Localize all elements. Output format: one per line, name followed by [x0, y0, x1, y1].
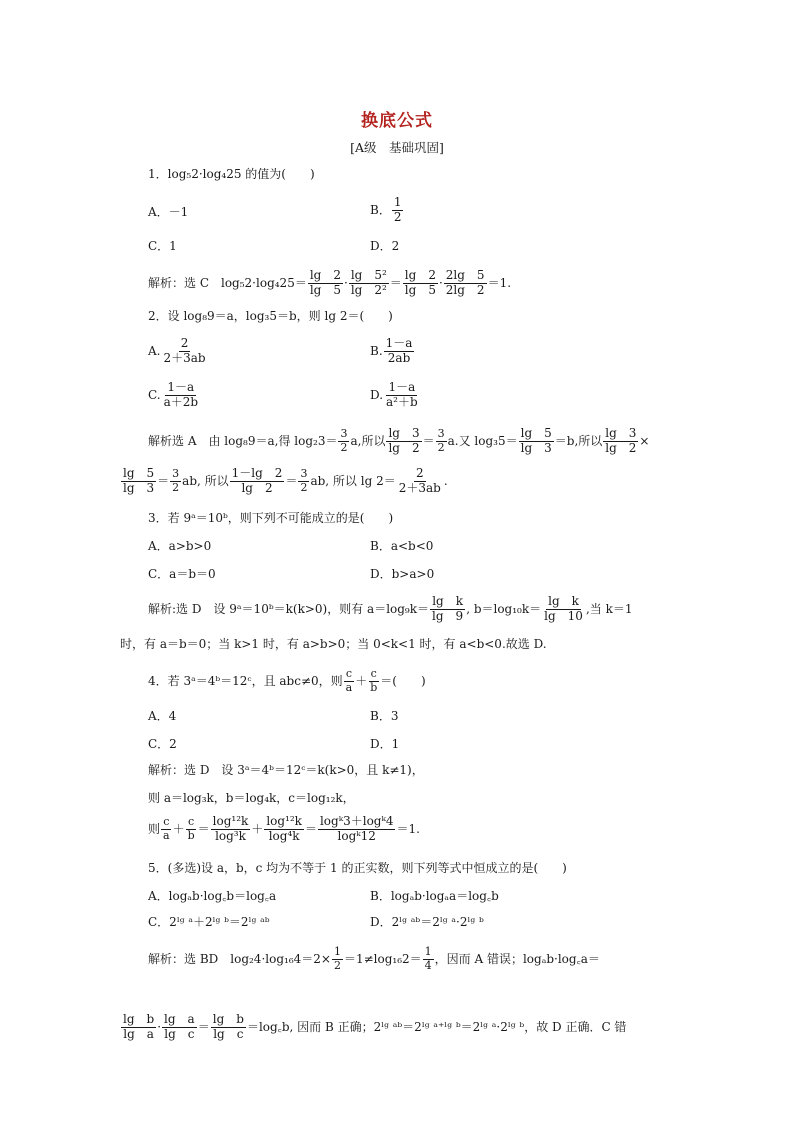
- q4-option-a: A．4: [148, 709, 177, 723]
- q2-solution-line2: $\frac{\lg 5}{\lg 3}$ ＝ $\frac{3}{2}$ ab, 所以 $\frac{1-\lg 2}{\lg 2}$ ＝ $\frac{3}{2}$ ab, 所以 lg 2＝ $\frac{2}{2+3ab}$ .: [123, 466, 448, 495]
- q5-option-c: C．2ˡᵍ ᵃ＋2ˡᵍ ᵇ＝2ˡᵍ ᵃᵇ: [148, 915, 270, 929]
- q4-option-b: B．3: [370, 709, 399, 723]
- q3-option-b: B．a<b<0: [370, 539, 434, 553]
- q1-stem: 1．log₅2·log₄25 的值为( ): [148, 167, 315, 181]
- q2-option-d: D. $\frac{1-a}{\text{a²＋b}}$: [370, 380, 418, 409]
- q4-stem: 4．若 3ᵃ＝4ᵇ＝12ᶜ，且 abc≠0，则 $\frac{c}{a}$ ＋ $\frac{c}{b}$ ＝( ): [148, 667, 426, 694]
- q1-option-b: B． $\frac{1}{2}$: [370, 195, 402, 224]
- q1-solution: 解析：选 C log₅2·log₄25＝ $\frac{\lg 2}{\lg 5}$ · $\frac{\text{lg 5²}}{\text{lg 2²}}$ ＝ $\frac{\lg 2}{\lg 5}$ · $\frac{2\lg 5}{2\lg 2}$ ＝1.: [148, 268, 512, 297]
- q5-option-b: B．logₐb·logₐa＝log꜀b: [370, 889, 499, 903]
- page-title: 换底公式: [361, 111, 433, 131]
- q4-solution-line1: 解析：选 D 设 3ᵃ＝4ᵇ＝12ᶜ＝k(k>0，且 k≠1)，: [148, 763, 424, 777]
- q4-option-d: D．1: [370, 737, 400, 751]
- q5-stem: 5．(多选)设 a，b，c 均为不等于 1 的正实数，则下列等式中恒成立的是( ): [148, 861, 567, 875]
- q3-solution-line2: 时，有 a＝b＝0；当 k>1 时，有 a>b>0；当 0<k<1 时，有 a<b<0.故选 D.: [120, 637, 547, 651]
- q5-solution-line1: 解析：选 BD log₂4·log₁₆4＝2× $\frac{1}{2}$ ＝1≠log₁₆2＝ $\frac{1}{4}$ ，因而 A 错误；logₐb·log꜀a＝: [148, 945, 600, 972]
- q2-stem: 2．设 log₈9＝a，log₃5＝b，则 lg 2＝( ): [148, 309, 393, 323]
- q2-option-b: B. $\frac{1-a}{2ab}$: [370, 336, 413, 365]
- q2-option-c: C. $\frac{1-a}{a+2b}$: [148, 380, 199, 409]
- q5-option-a: A．logₐb·log꜀b＝log꜀a: [148, 889, 277, 903]
- q1-option-c: C．1: [148, 239, 177, 253]
- q5-solution-line2: $\frac{\text{lg b}}{\text{lg a}}$ · $\frac{\text{lg a}}{\text{lg c}}$ ＝ $\frac{\text{lg b}}{\text{lg c}}$ ＝log꜀b, 因而 B 正确；2ˡᵍ ᵃᵇ＝2ˡᵍ ᵃ⁺ˡᵍ ᵇ＝2ˡᵍ ᵃ·2ˡᵍ ᵇ，故 D 正确．C 错: [123, 1012, 627, 1041]
- q4-solution-line2: 则 a＝log₃k，b＝log₄k，c＝log₁₂k，: [148, 791, 355, 805]
- q2-solution-line1: 解析选 A 由 log₈9＝a,得 log₂3＝ $\frac{3}{2}$ a,所以 $\frac{\lg 3}{\lg 2}$ ＝ $\frac{3}{2}$ a.又 log₃5＝ $\frac{\lg 5}{\lg 3}$ ＝b,所以 $\frac{\lg 3}{\lg 2}$ ×: [148, 426, 650, 455]
- q5-option-d: D．2ˡᵍ ᵃᵇ＝2ˡᵍ ᵃ·2ˡᵍ ᵇ: [370, 915, 484, 929]
- q3-option-c: C．a＝b＝0: [148, 567, 216, 581]
- q4-option-c: C．2: [148, 737, 177, 751]
- q1-option-a: A．－1: [148, 205, 189, 219]
- q3-option-a: A．a>b>0: [148, 539, 212, 553]
- q3-option-d: D．b>a>0: [370, 567, 435, 581]
- q3-stem: 3．若 9ᵃ＝10ᵇ，则下列不可能成立的是( ): [148, 511, 394, 525]
- q1-option-d: D．2: [370, 239, 400, 253]
- q3-solution-line1: 解析:选 D 设 9ᵃ＝10ᵇ＝k(k>0)，则有 a＝log₉k＝ $\frac{\text{lg k}}{\lg 9}$ , b＝log₁₀k＝ $\frac{\text{lg k}}{\lg 10}$ ,当 k＝1: [148, 594, 633, 623]
- section-subtitle: [A级 基础巩固]: [350, 140, 444, 155]
- q4-solution-line3: 则 $\frac{c}{a}$ ＋ $\frac{c}{b}$ ＝ $\frac{\text{log¹²k}}{\text{log³k}}$ ＋ $\frac{\text{log¹²k}}{\text{log⁴k}}$ ＝ $\frac{\text{logᵏ3＋logᵏ4}}{\text{logᵏ12}}$ ＝1.: [148, 814, 420, 843]
- q2-option-a: A. $\frac{2}{2+3ab}$: [148, 336, 206, 365]
